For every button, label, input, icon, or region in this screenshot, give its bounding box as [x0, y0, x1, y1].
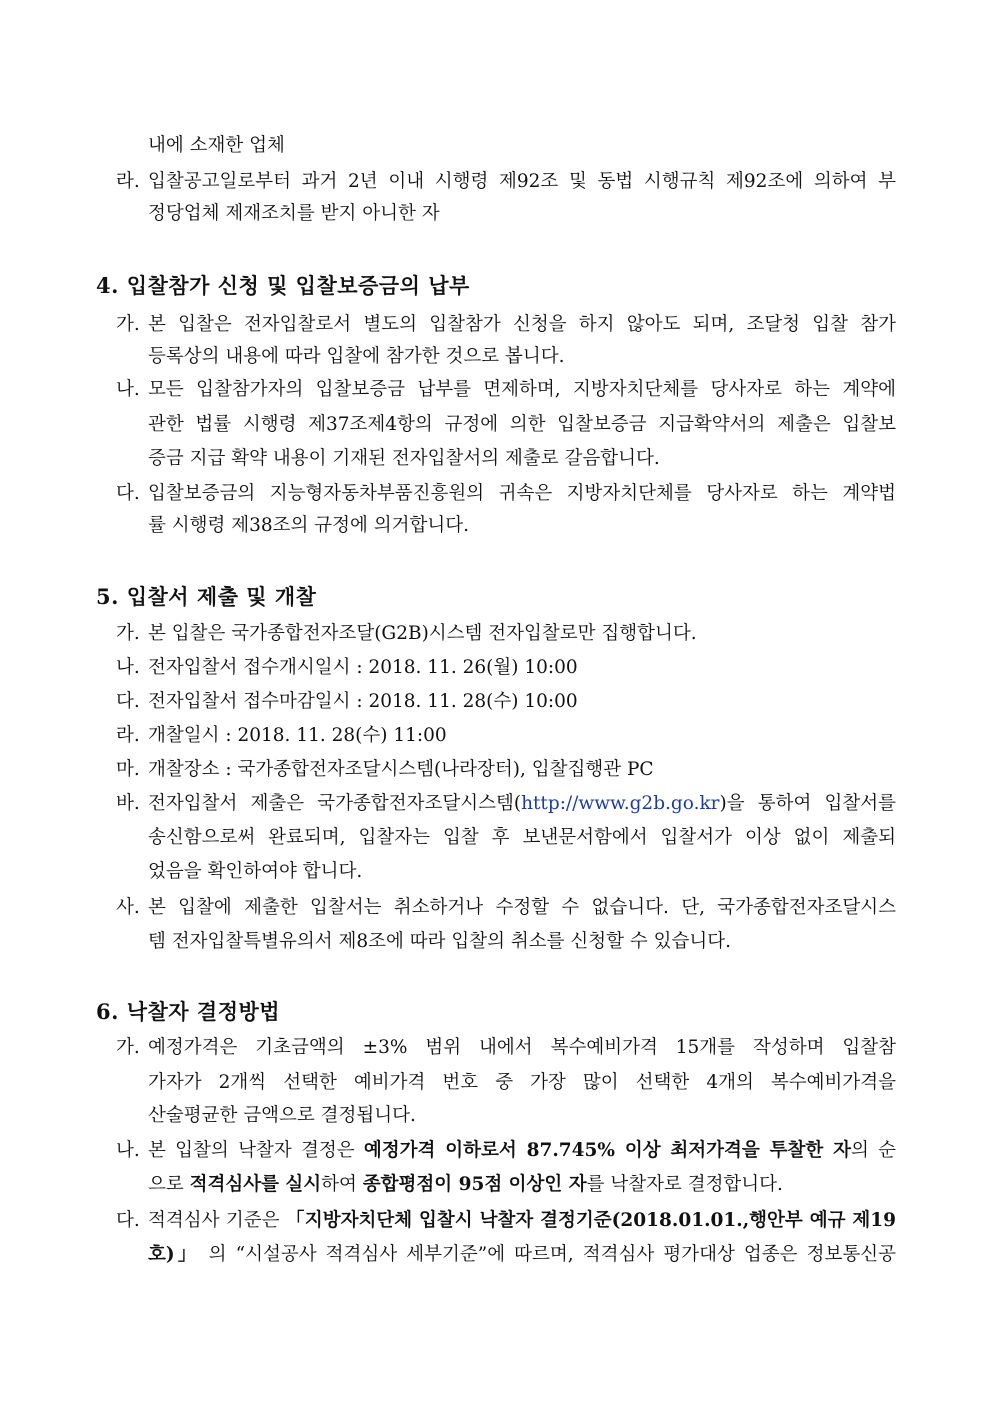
item-text — [148, 1139, 896, 1163]
item-text: 템 전자입찰특별유의서 제8조에 따라 입찰의 취소를 신청할 수 있습니다. — [148, 931, 731, 952]
item-marker: 마. — [116, 759, 140, 780]
item-marker: 바. — [116, 793, 140, 814]
item-text: 증금 지급 확약 내용이 기재된 전자입찰서의 제출로 갈음합니다. — [148, 448, 660, 469]
text-span: 를 낙찰자로 결정합니다. — [586, 1174, 783, 1195]
item-text: 률 시행령 제38조의 규정에 의거합니다. — [148, 515, 470, 536]
bold-text: 호)」 — [148, 1244, 200, 1265]
bold-text: 「지방자치단체 입찰시 낙찰자 결정기준(2018.01.01.,행안부 예규 제19 — [285, 1210, 897, 1231]
item-text: 산술평균한 금액으로 결정됩니다. — [148, 1105, 416, 1126]
item-text: 개찰일시 : 2018. 11. 28(수) 11:00 — [148, 725, 447, 746]
item-marker: 가. — [116, 314, 140, 335]
item-text: 송신함으로써 완료되며, 입찰자는 입찰 후 보낸문서함에서 입찰서가 이상 없이 제출되 — [148, 827, 896, 848]
item-text: 모든 입찰참가자의 입찰보증금 납부를 면제하며, 지방자치단체를 당사자로 하는 계약에 — [148, 379, 896, 400]
item-text: 가자가 2개씩 선택한 예비가격 번호 중 가장 많이 선택한 4개의 복수예비가격을 — [148, 1072, 896, 1093]
item-marker: 나. — [116, 657, 140, 678]
item-marker: 나. — [116, 1140, 140, 1161]
item-text — [148, 1173, 783, 1197]
bold-text: 종합평점이 95점 이상인 자 — [362, 1174, 587, 1195]
item-marker: 다. — [116, 691, 140, 712]
text-span: 의 “시설공사 적격심사 세부기준”에 따르며, 적격심사 평가대상 업종은 정보통신공 — [199, 1244, 896, 1265]
bold-text: 적격심사를 실시 — [189, 1174, 322, 1195]
g2b-link[interactable]: http://www.g2b.go.kr — [521, 793, 720, 814]
text-span: )을 통하여 입찰서를 — [719, 793, 896, 814]
item-text: 예정가격은 기초금액의 ±3% 범위 내에서 복수예비가격 15개를 작성하며 입찰참 — [148, 1037, 896, 1058]
bold-text: 예정가격 이하로서 87.745% 이상 최저가격을 투찰한 자 — [363, 1140, 851, 1161]
text-span: 으로 — [148, 1174, 190, 1195]
item-text — [148, 1243, 896, 1267]
text-span: 의 순 — [850, 1140, 897, 1161]
text-span: 하여 — [321, 1174, 363, 1195]
item-text — [148, 1209, 896, 1233]
text-span: 본 입찰의 낙찰자 결정은 — [148, 1140, 364, 1161]
item-text — [148, 792, 896, 816]
item-text: 등록상의 내용에 따라 입찰에 참가한 것으로 봅니다. — [148, 346, 565, 367]
item-text: 전자입찰서 접수마감일시 : 2018. 11. 28(수) 10:00 — [148, 691, 578, 712]
item-text: 개찰장소 : 국가종합전자조달시스템(나라장터), 입찰집행관 PC — [148, 759, 654, 780]
item-marker: 라. — [116, 171, 140, 192]
item-text: 관한 법률 시행령 제37조제4항의 규정에 의한 입찰보증금 지급확약서의 제출은 입찰보 — [148, 414, 896, 435]
item-text: 입찰보증금의 지능형자동차부품진흥원의 귀속은 지방자치단체를 당사자로 하는 계약법 — [148, 483, 896, 504]
item-marker: 다. — [116, 1210, 140, 1231]
item-text: 정당업체 제재조치를 받지 아니한 자 — [148, 203, 440, 224]
item-marker: 가. — [116, 1037, 140, 1058]
item-marker: 다. — [116, 483, 140, 504]
text-span: 적격심사 기준은 — [148, 1210, 286, 1231]
item-marker: 가. — [116, 623, 140, 644]
item-text: 전자입찰서 접수개시일시 : 2018. 11. 26(월) 10:00 — [148, 657, 578, 678]
section-heading: 5. 입찰서 제출 및 개찰 — [96, 584, 317, 609]
section3-continuation: 내에 소재한 업체 — [148, 135, 285, 156]
item-text: 었음을 확인하여야 합니다. — [148, 861, 363, 882]
item-marker: 라. — [116, 725, 140, 746]
item-text: 본 입찰은 전자입찰로서 별도의 입찰참가 신청을 하지 않아도 되며, 조달청 입찰 참가 — [148, 314, 896, 335]
section-heading: 4. 입찰참가 신청 및 입찰보증금의 납부 — [96, 273, 470, 298]
item-marker: 사. — [116, 897, 140, 918]
item-marker: 나. — [116, 379, 140, 400]
item-text: 본 입찰은 국가종합전자조달(G2B)시스템 전자입찰로만 집행합니다. — [148, 623, 697, 644]
item-text: 본 입찰에 제출한 입찰서는 취소하거나 수정할 수 없습니다. 단, 국가종합전자조달시스 — [148, 897, 896, 918]
text-span: 전자입찰서 제출은 국가종합전자조달시스템( — [148, 793, 522, 814]
item-text: 입찰공고일로부터 과거 2년 이내 시행령 제92조 및 동법 시행규칙 제92조에 의하여 부 — [148, 171, 896, 192]
section-heading: 6. 낙찰자 결정방법 — [96, 999, 281, 1024]
